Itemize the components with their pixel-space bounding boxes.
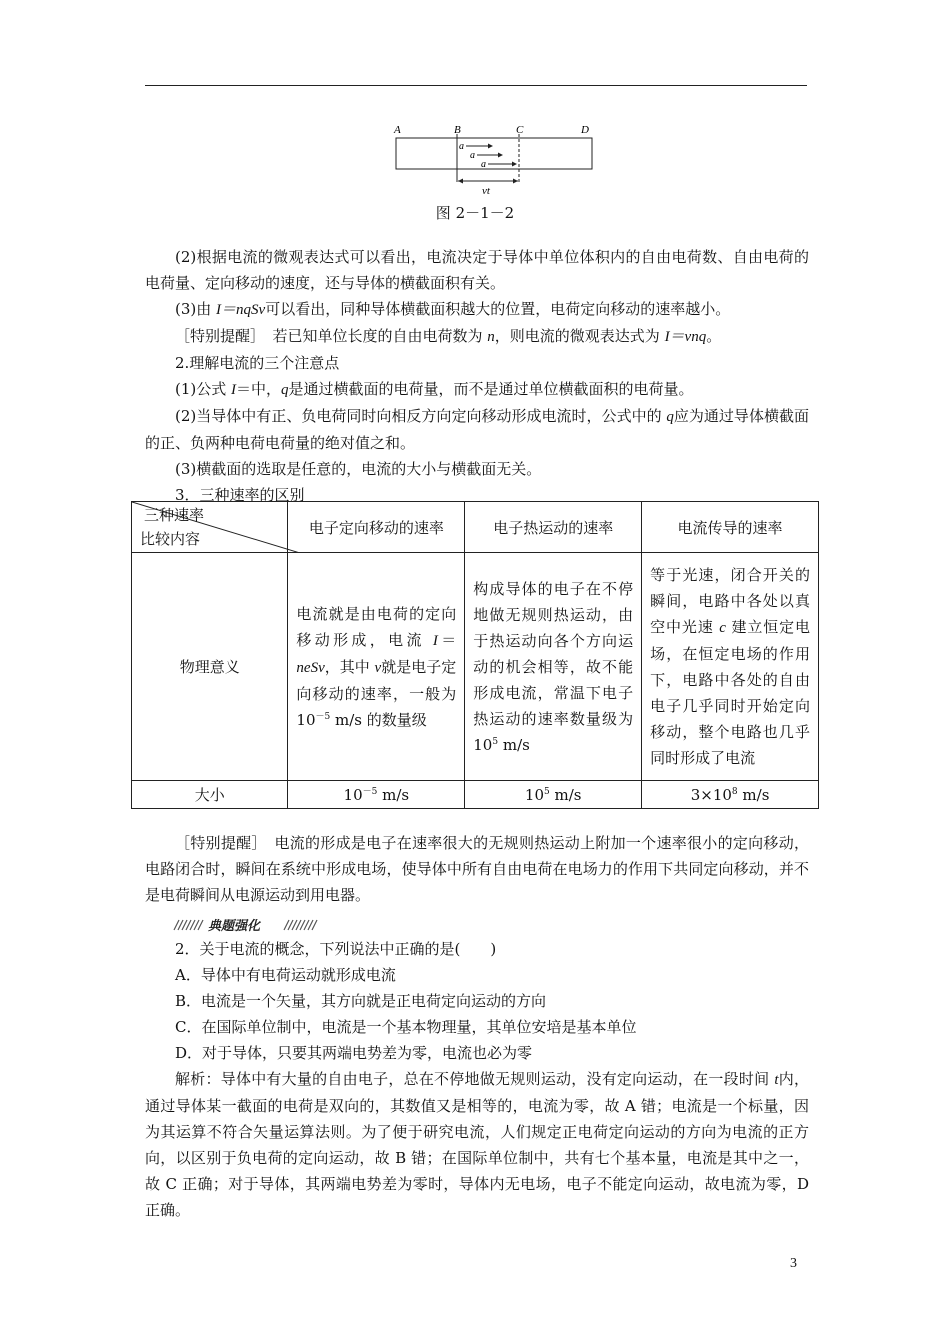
point-c-label: C xyxy=(516,124,524,136)
figure-caption: 图 2－1－2 xyxy=(435,204,515,222)
option-a: A．导体中有电荷运动就形成电流 xyxy=(175,966,396,984)
cell-propagation-meaning: 等于光速，闭合开关的瞬间，电路中各处以真空中光速 c 建立恒定电场，在恒定电场的作用下，电路中各处的自由电子几乎同时开始定向移动，整个电路也几乎同时形成了电流 xyxy=(642,553,819,781)
header-propagation-speed: 电流传导的速率 xyxy=(642,502,819,553)
corner-bottom-label: 比较内容 xyxy=(140,530,201,548)
note-2: (2)当导体中有正、负电荷同时向相反方向定向移动形成电流时，公式中的 q应为通过导体横截面的正、负两种电荷电荷量的绝对值之和。 xyxy=(145,407,809,452)
option-b: B．电流是一个矢量，其方向就是正电荷定向运动的方向 xyxy=(175,992,547,1010)
arrow-label-1: a xyxy=(459,141,464,152)
header-rule xyxy=(145,85,807,86)
section-3-heading: 3．三种速率的区别 xyxy=(175,486,305,504)
option-c: C．在国际单位制中，电流是一个基本物理量，其单位安培是基本单位 xyxy=(175,1018,637,1036)
note-3: (3)横截面的选取是任意的，电流的大小与横截面无关。 xyxy=(175,460,542,478)
table-corner-cell xyxy=(132,502,288,553)
cell-thermal-magnitude: $10^5$ m/s xyxy=(465,781,642,809)
section-2-heading: 2.理解电流的三个注意点 xyxy=(175,354,340,372)
notes-block xyxy=(145,244,809,508)
paragraph-micro-expression: (2)根据电流的微观表达式可以看出，电流决定于导体中单位体积内的自由电荷数、自由电荷的电荷量、定向移动的速度，还与导体的横截面积有关。 xyxy=(145,248,809,292)
point-b-label: B xyxy=(454,124,461,136)
header-thermal-speed: 电子热运动的速率 xyxy=(465,502,642,553)
cell-drift-magnitude: $10^{-5}$ m/s xyxy=(288,781,465,809)
corner-top-label: 三种速率 xyxy=(144,506,205,524)
cell-drift-meaning: 电流就是由电荷的定向移动形成，电流 I＝neSv，其中 v就是电子定向移动的速率，一般为 $10^{-5}$ m/s 的数量级 xyxy=(288,553,465,781)
tip-2-block xyxy=(145,830,809,908)
typical-problem-banner xyxy=(172,915,322,935)
point-a-label: A xyxy=(394,124,401,136)
cell-propagation-magnitude: $3\times 10^8$ m/s xyxy=(642,781,819,809)
solution: 解析：导体中有大量的自由电子，总在不停地做无规则运动，没有定向运动，在一段时间 t内，通过导体某一截面的电荷是双向的，其数值又是相等的，电流为零，故 A 错；电流是一个标量，因为其运算不符合矢量运算法则。为了便于研究电流，人们规定正电荷定向运动的方向为电流的正方向，以区别于负电荷的定向运动，故 B 错；在国际单位制中，共有七个基本量，电流是其中之一，故 C 正确；对于导体，其两端电势差为零时，导体内无电场，电子不能定向运动，故电流为零，D 正确。 xyxy=(145,1070,809,1219)
row-magnitude-label: 大小 xyxy=(132,781,288,809)
header-drift-speed: 电子定向移动的速率 xyxy=(288,502,465,553)
page-number: 3 xyxy=(790,1256,797,1271)
row-physical-meaning-label: 物理意义 xyxy=(132,553,288,781)
velocity-comparison-table xyxy=(131,501,819,809)
tip-2: ［特别提醒］ 电流的形成是电子在速率很大的无规则热运动上附加一个速率很小的定向移动，电路闭合时，瞬间在系统中形成电场，使导体中所有自由电荷在电场力的作用下共同定向移动，并不是电荷瞬间从电源运动到用电器。 xyxy=(145,834,809,904)
question-stem: 2．关于电流的概念，下列说法中正确的是( ) xyxy=(175,940,497,958)
point-d-label: D xyxy=(581,124,589,136)
arrow-label-3: a xyxy=(481,159,486,170)
tip-1: ［特别提醒］ 若已知单位长度的自由电荷数为 n，则电流的微观表达式为 I＝vnq。 xyxy=(175,327,722,345)
cell-thermal-meaning: 构成导体的电子在不停地做无规则热运动，由于热运动向各个方向运动的机会相等，故不能形成电流，常温下电子热运动的速率数量级为 $10^5$ m/s xyxy=(465,553,642,781)
arrow-label-2: a xyxy=(470,150,475,161)
option-d: D．对于导体，只要其两端电势差为零，电流也必为零 xyxy=(175,1044,533,1062)
question-block xyxy=(145,936,809,1223)
paragraph-3: (3)由 I＝nqSv可以看出，同种导体横截面积越大的位置，电荷定向移动的速率越小。 xyxy=(175,300,731,318)
note-1: (1)公式 I＝中，q是通过横截面的电荷量，而不是通过单位横截面积的电荷量。 xyxy=(175,380,694,398)
banner-text: 典题强化 xyxy=(208,919,261,934)
vt-label: vt xyxy=(482,185,490,197)
conductor-diagram xyxy=(390,120,600,200)
